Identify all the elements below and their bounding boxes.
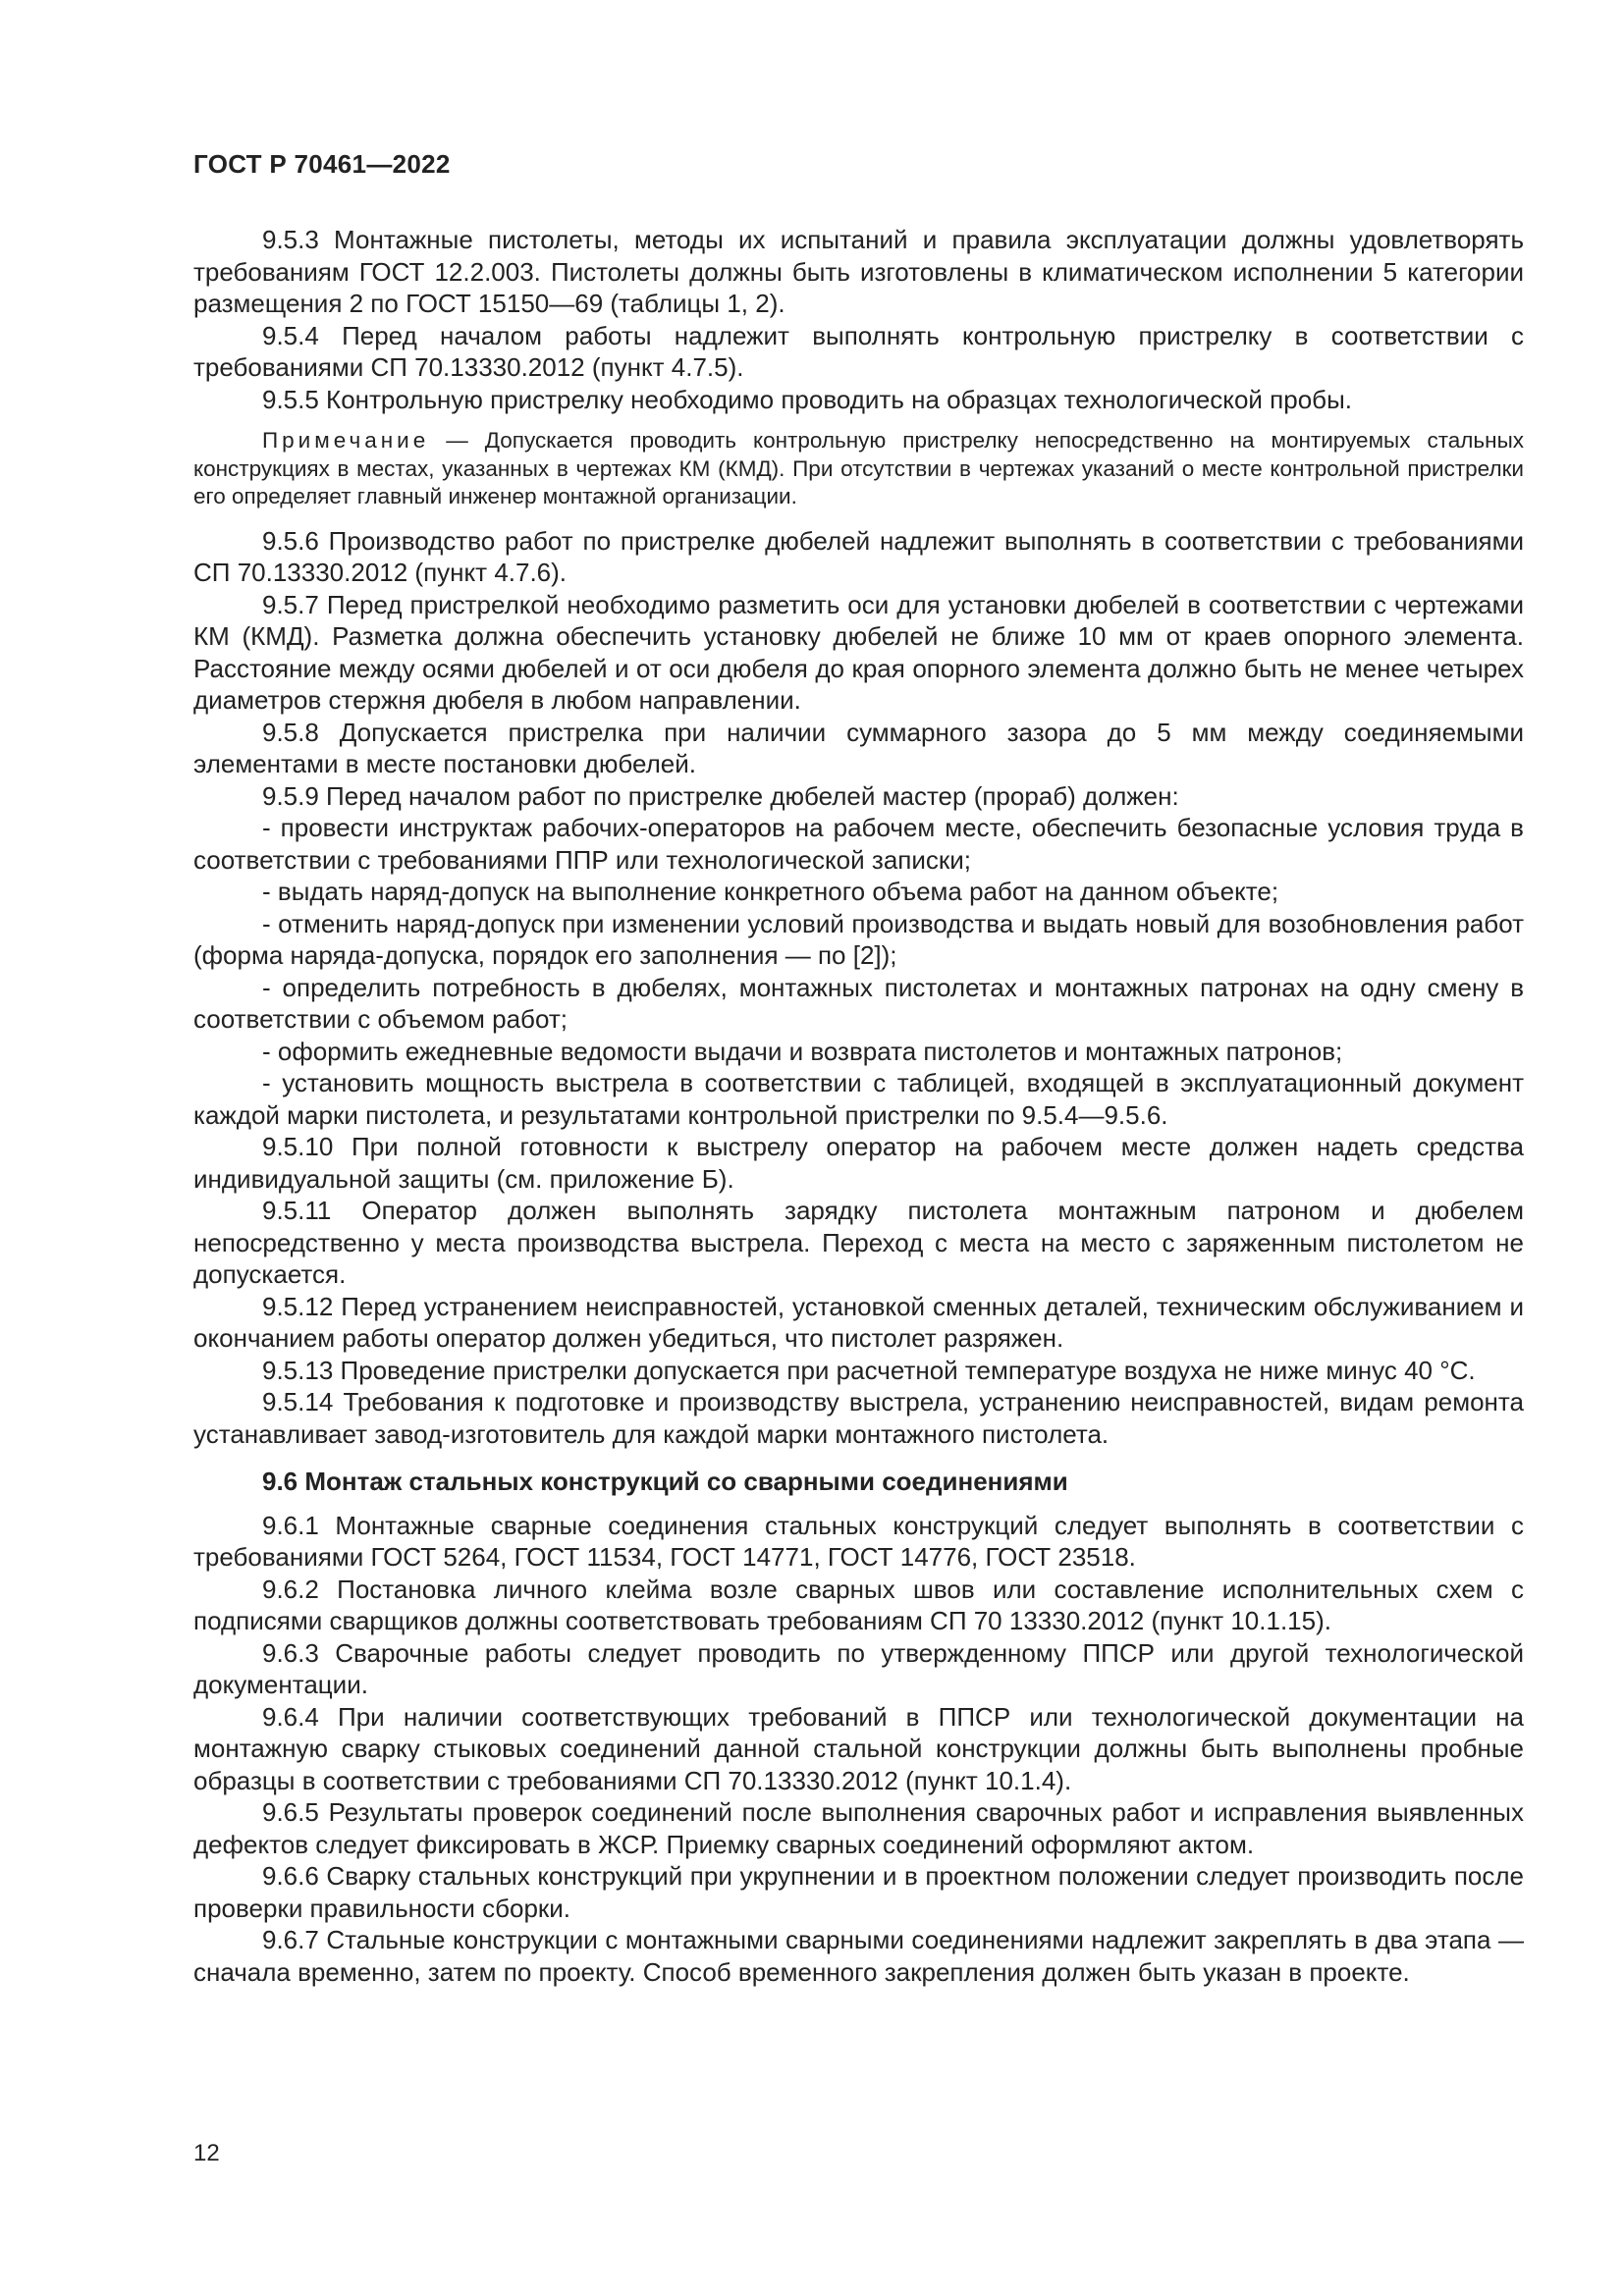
document-body bbox=[193, 224, 1524, 1988]
list-item-shot-power: - установить мощность выстрела в соответствии с таблицей, входящей в эксплуатационный документ каждой марки пистолета, и результатами контрольной пристрелки по 9.5.4—9.5.6. bbox=[193, 1068, 1524, 1130]
paragraph-9-6-4: 9.6.4 При наличии соответствующих требований в ППСР или технологической документации на монтажную сварку стыковых соединений данной стальной конструкции должны быть выполнены пробные образцы в соответствии с требованиями СП 70.13330.2012 (пункт 10.1.4). bbox=[193, 1701, 1524, 1795]
list-item-daily-records: - оформить ежедневные ведомости выдачи и возврата пистолетов и монтажных патронов; bbox=[262, 1036, 1343, 1066]
paragraph-9-5-9: 9.5.9 Перед началом работ по пристрелке дюбелей мастер (прораб) должен: bbox=[262, 780, 1179, 811]
paragraph-9-5-8: 9.5.8 Допускается пристрелка при наличии суммарного зазора до 5 мм между соединяемыми элементами в месте постановки дюбелей. bbox=[193, 717, 1524, 778]
paragraph-9-6-7: 9.6.7 Стальные конструкции с монтажными сварными соединениями надлежит закреплять в два этапа — сначала временно, затем по проекту. Способ временного закрепления должен быть указан в проекте. bbox=[193, 1925, 1524, 1987]
paragraph-9-6-3: 9.6.3 Сварочные работы следует проводить по утвержденному ППСР или другой технологической документации. bbox=[193, 1637, 1524, 1699]
paragraph-9-5-7: 9.5.7 Перед пристрелкой необходимо разметить оси для установки дюбелей в соответствии с чертежами КМ (КМД). Разметка должна обеспечить установку дюбелей не ближе 10 мм от краев опорного элемента. Расстояние между осями дюбелей и от оси дюбеля до края опорного элемента должно быть не менее четырех диаметров стержня дюбеля в любом направлении. bbox=[193, 589, 1524, 715]
paragraph-9-6-6: 9.6.6 Сварку стальных конструкций при укрупнении и в проектном положении следует производить после проверки правильности сборки. bbox=[193, 1861, 1524, 1923]
paragraph-9-5-13: 9.5.13 Проведение пристрелки допускается при расчетной температуре воздуха не ниже минус 40 °С. bbox=[262, 1355, 1476, 1385]
document-header-code: ГОСТ Р 70461—2022 bbox=[193, 149, 451, 179]
note-text: — Допускается проводить контрольную пристрелку непосредственно на монтируемых стальных конструкциях в местах, указанных в чертежах КМ (КМД). При отсутствии в чертежах указаний о месте контрольной пристрелки его определяет главный инженер монтажной организации. bbox=[193, 428, 1524, 508]
paragraph-9-5-12: 9.5.12 Перед устранением неисправностей, установкой сменных деталей, техническим обслуживанием и окончанием работы оператор должен убедиться, что пистолет разряжен. bbox=[193, 1291, 1524, 1353]
paragraph-9-6-1: 9.6.1 Монтажные сварные соединения стальных конструкций следует выполнять в соответствии с требованиями ГОСТ 5264, ГОСТ 11534, ГОСТ 14771, ГОСТ 14776, ГОСТ 23518. bbox=[193, 1510, 1524, 1572]
note-label: Примечание bbox=[262, 428, 430, 453]
paragraph-9-5-10: 9.5.10 При полной готовности к выстрелу оператор на рабочем месте должен надеть средства индивидуальной защиты (см. приложение Б). bbox=[193, 1132, 1524, 1194]
paragraph-9-5-11: 9.5.11 Оператор должен выполнять зарядку пистолета монтажным патроном и дюбелем непосредственно у места производства выстрела. Переход с места на место с заряженным пистолетом не допускается. bbox=[193, 1196, 1524, 1289]
list-item-determine-needs: - определить потребность в дюбелях, монтажных пистолетах и монтажных патронах на одну смену в соответствии с объемом работ; bbox=[193, 972, 1524, 1034]
paragraph-9-5-6: 9.5.6 Производство работ по пристрелке дюбелей надлежит выполнять в соответствии с требованиями СП 70.13330.2012 (пункт 4.7.6). bbox=[193, 525, 1524, 587]
paragraph-9-5-5: 9.5.5 Контрольную пристрелку необходимо проводить на образцах технологической пробы. bbox=[262, 384, 1352, 414]
note-block bbox=[193, 427, 1524, 511]
paragraph-9-5-4: 9.5.4 Перед началом работы надлежит выполнять контрольную пристрелку в соответствии с требованиями СП 70.13330.2012 (пункт 4.7.5). bbox=[193, 320, 1524, 382]
paragraph-9-6-2: 9.6.2 Постановка личного клейма возле сварных швов или составление исполнительных схем с подписями сварщиков должны соответствовать требованиям СП 70 13330.2012 (пункт 10.1.15). bbox=[193, 1574, 1524, 1635]
paragraph-9-5-14: 9.5.14 Требования к подготовке и производству выстрела, устранению неисправностей, видам ремонта устанавливает завод-изготовитель для каждой марки монтажного пистолета. bbox=[193, 1387, 1524, 1449]
list-item-cancel-permit: - отменить наряд-допуск при изменении условий производства и выдать новый для возобновления работ (форма наряда-допуска, порядок его заполнения — по [2]); bbox=[193, 908, 1524, 970]
list-item-instruction: - провести инструктаж рабочих-операторов на рабочем месте, обеспечить безопасные условия труда в соответствии с требованиями ППР или технологической записки; bbox=[193, 813, 1524, 875]
paragraph-9-5-3: 9.5.3 Монтажные пистолеты, методы их испытаний и правила эксплуатации должны удовлетворять требованиям ГОСТ 12.2.003. Пистолеты должны быть изготовлены в климатическом исполнении 5 категории размещения 2 по ГОСТ 15150—69 (таблицы 1, 2). bbox=[193, 225, 1524, 318]
section-title-9-6: 9.6 Монтаж стальных конструкций со сварными соединениями bbox=[262, 1467, 1068, 1496]
list-item-issue-permit: - выдать наряд-допуск на выполнение конкретного объема работ на данном объекте; bbox=[262, 877, 1279, 906]
page-number: 12 bbox=[193, 2140, 220, 2166]
paragraph-9-6-5: 9.6.5 Результаты проверок соединений после выполнения сварочных работ и исправления выявленных дефектов следует фиксировать в ЖСР. Приемку сварных соединений оформляют актом. bbox=[193, 1797, 1524, 1859]
